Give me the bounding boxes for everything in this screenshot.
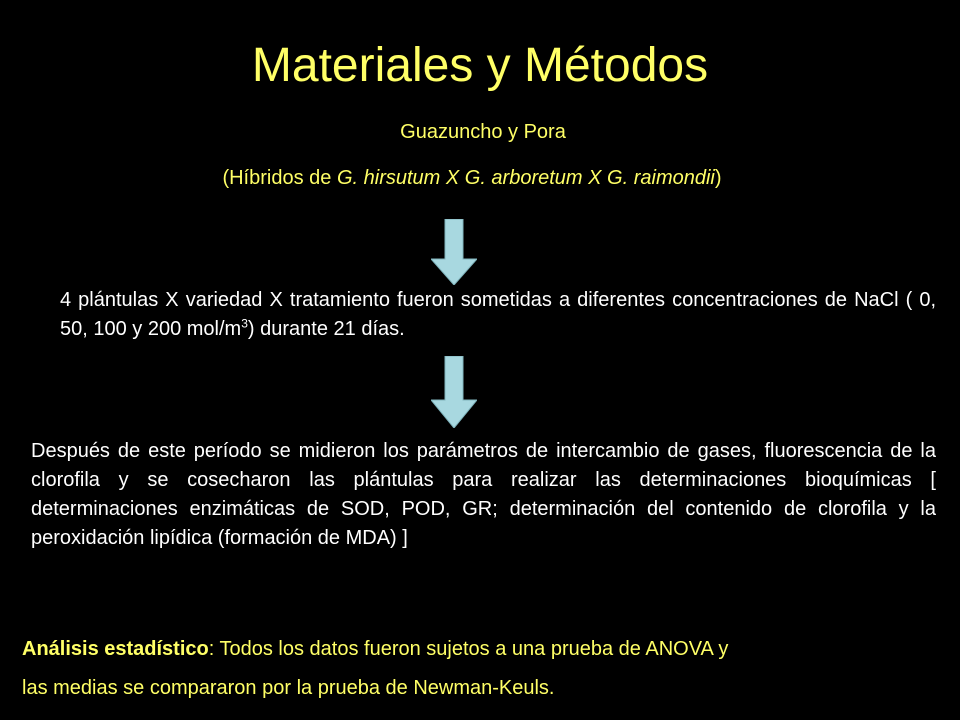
varieties-label: Guazuncho y Pora xyxy=(400,121,566,143)
slide-title: Materiales y Métodos xyxy=(251,39,709,92)
step1-superscript: 3 xyxy=(241,316,248,331)
hybrids-label xyxy=(0,167,952,190)
down-arrow-icon xyxy=(431,356,477,428)
stats-label: Análisis estadístico xyxy=(22,638,209,660)
hybrids-species: G. hirsutum X G. arboretum X G. raimondii xyxy=(336,167,715,189)
step1-paragraph xyxy=(60,286,936,344)
stats-paragraph xyxy=(22,630,960,708)
down-arrow-icon xyxy=(431,219,477,285)
hybrids-close: ) xyxy=(714,167,722,189)
step2-paragraph: Después de este período se midieron los parámetros de intercambio de gases, fluorescencia de la clorofila y se cosecharon las plántulas para realizar las determinaciones bioquímicas [ determinaciones enzimáticas de SOD, POD, GR; determinación del contenido de clorofila y la peroxidación lipídica (formación de MDA) ] xyxy=(31,440,936,549)
step1-text: 4 plántulas X variedad X tratamiento fueron sometidas a diferentes concentraciones de NaCl ( 0, 50, 100 y 200 mol/m xyxy=(60,289,936,340)
stats-line1: : Todos los datos fueron sujetos a una prueba de ANOVA y xyxy=(208,638,729,660)
hybrids-open: (Híbridos de xyxy=(222,167,337,189)
step1-text-end: ) durante 21 días. xyxy=(247,318,405,340)
stats-line2: las medias se compararon por la prueba de Newman-Keuls. xyxy=(22,677,555,699)
